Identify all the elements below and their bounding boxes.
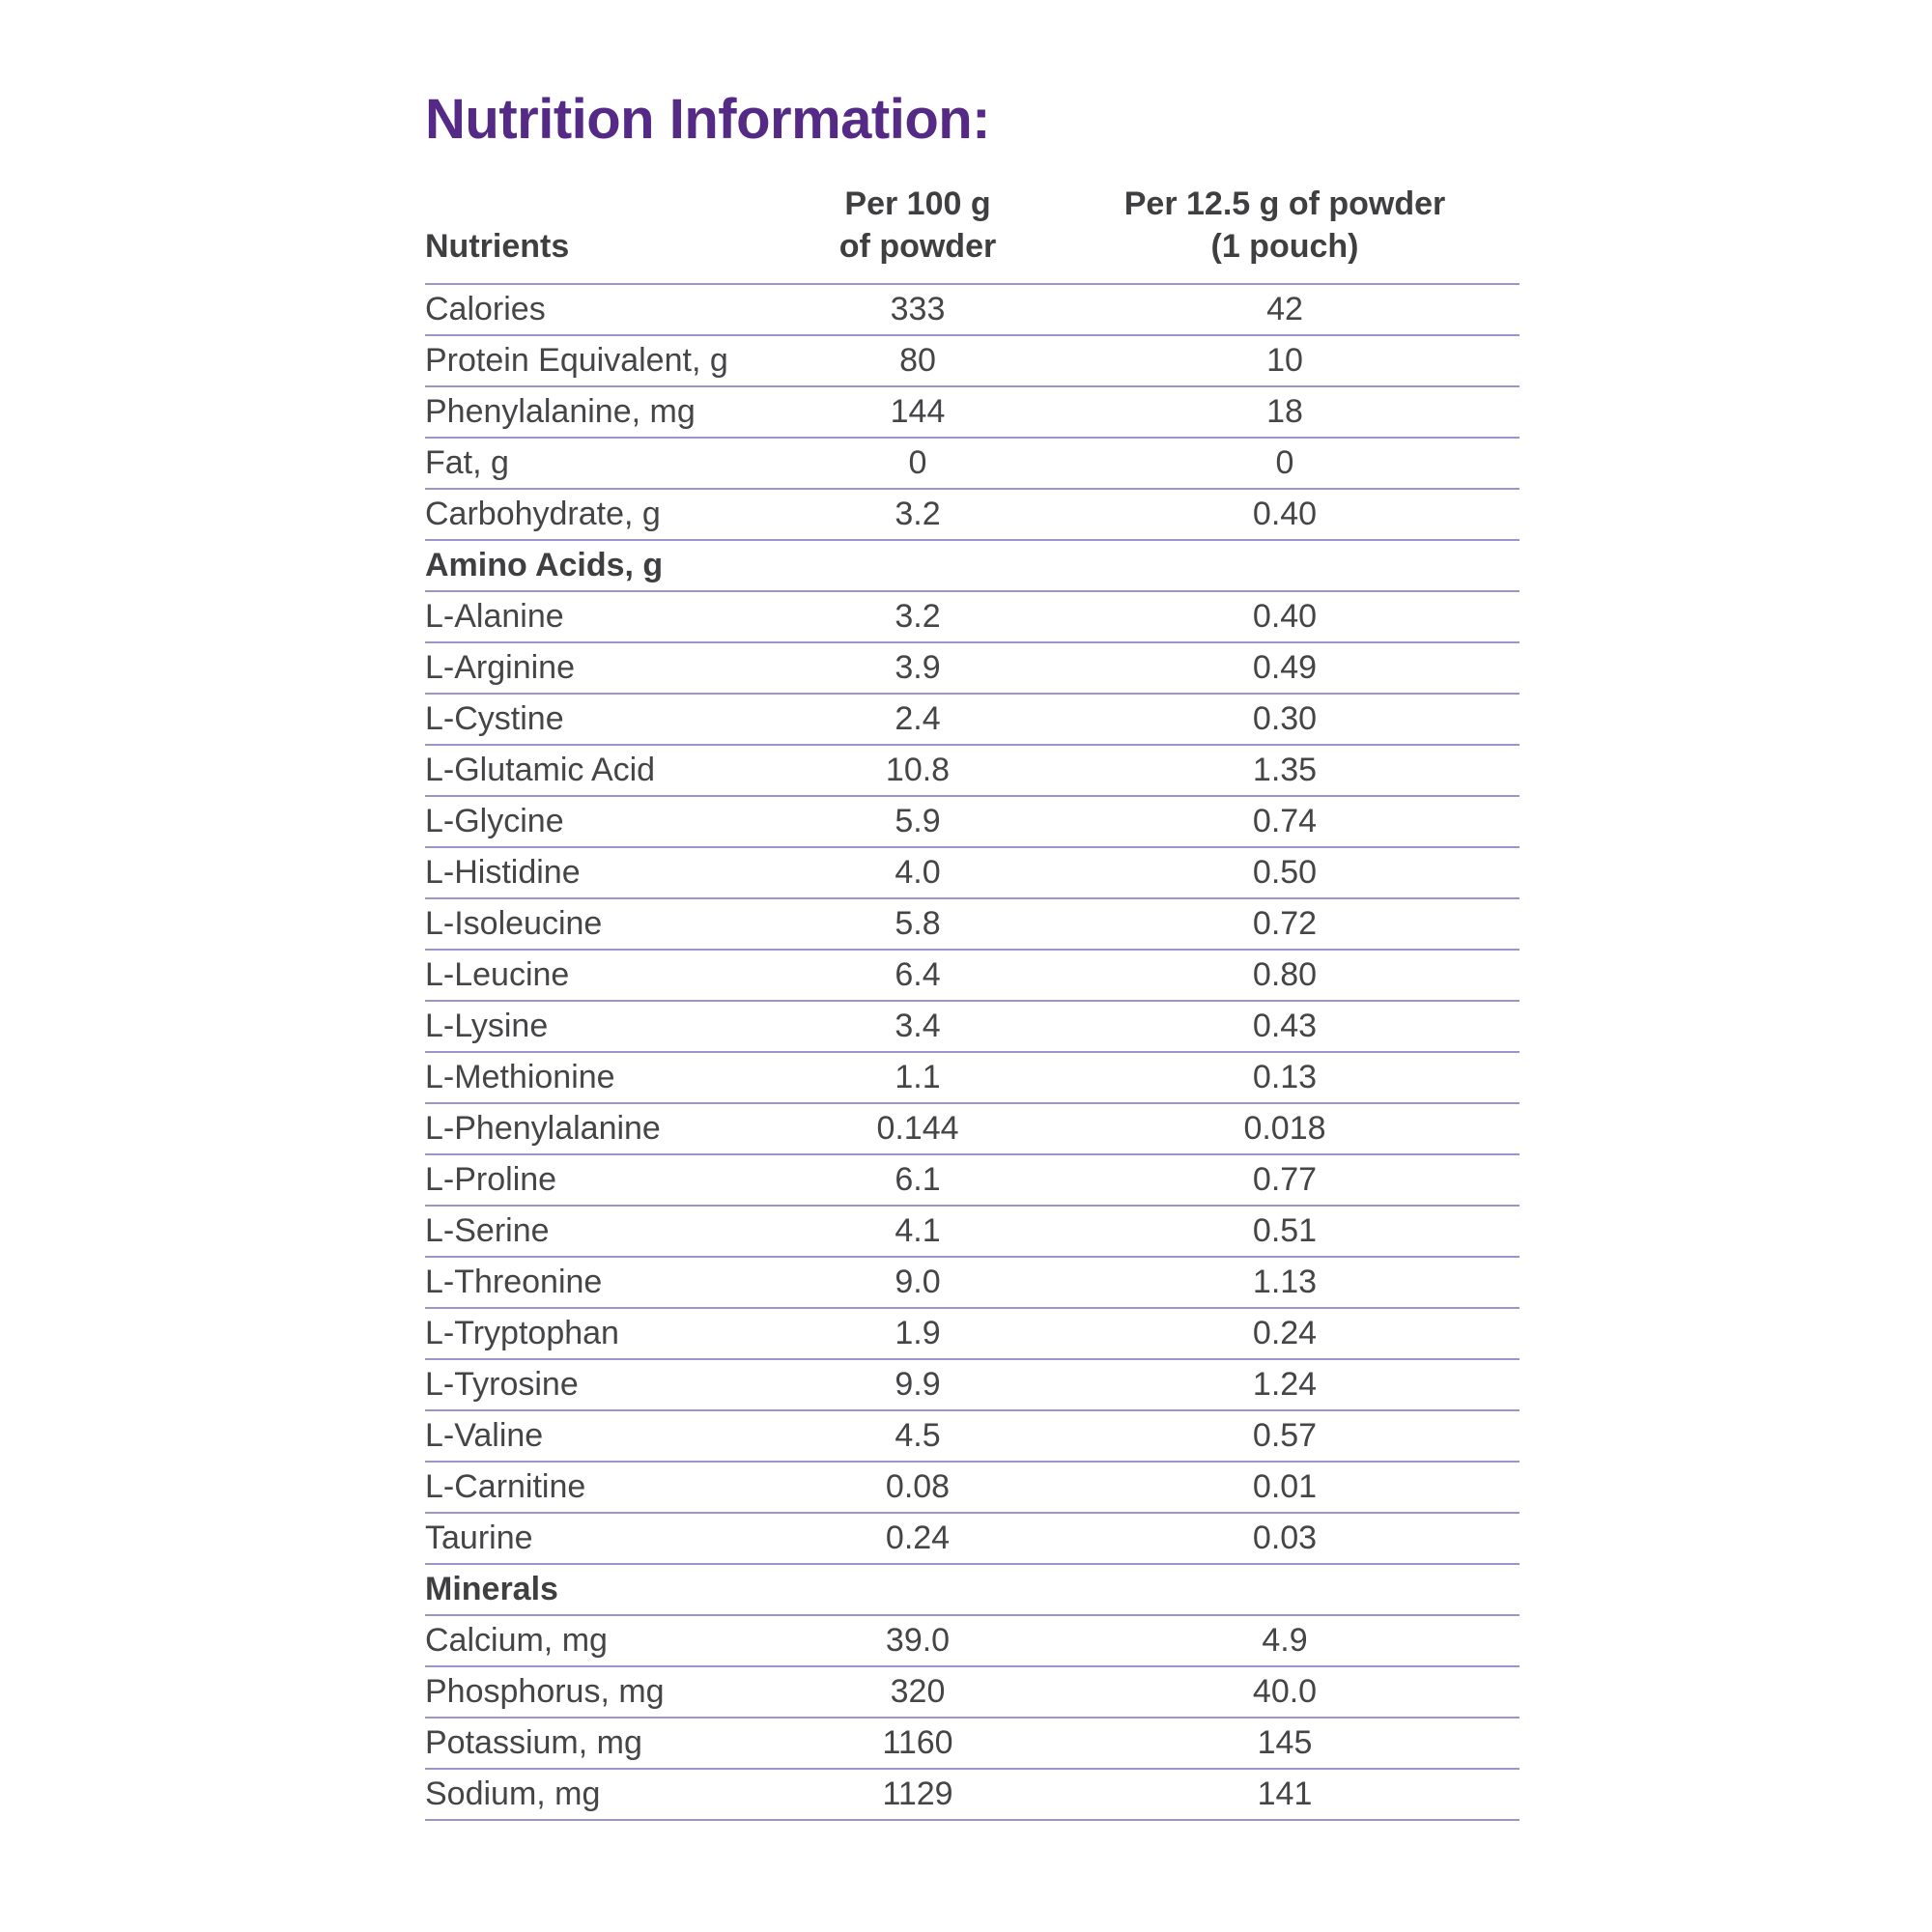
nutrient-label-cell: Carbohydrate, g [425,496,661,533]
nutrient-label-cell: Calories [425,291,546,328]
col-header-per-pouch [1101,183,1520,284]
content-area [425,88,1520,1821]
nutrient-label-cell: L-Phenylalanine [425,1110,661,1148]
table-row [425,1513,1520,1564]
per-100g-value-cell: 4.5 [895,1417,941,1455]
col-header-per-100g [734,183,1101,284]
per-100g-value-cell: 1.1 [895,1059,941,1096]
per-100g-value-cell: 4.0 [895,854,941,892]
col-header-per-pouch-line1: Per 12.5 g of powder [1123,185,1446,222]
per-100g-value-cell: 1160 [882,1724,953,1762]
per-100g-value-cell: 6.1 [895,1161,941,1199]
per-pouch-value-cell: 0.018 [1243,1110,1326,1148]
per-100g-value-cell: 0.24 [885,1520,951,1557]
col-header-per-100g-line1: Per 100 g [844,185,991,222]
per-100g-value-cell: 2.4 [895,700,941,738]
per-pouch-value-cell: 0.43 [1252,1008,1318,1045]
per-100g-value-cell: 320 [890,1673,946,1711]
per-100g-value-cell: 3.9 [895,649,941,687]
table-row [425,1462,1520,1513]
per-pouch-value-cell: 0.57 [1252,1417,1318,1455]
section-label: Minerals [425,1571,558,1608]
table-row [425,1718,1520,1769]
page-title: Nutrition Information: [425,88,991,151]
table-row [425,284,1520,335]
section-row [425,540,1520,591]
per-100g-value-cell: 0 [908,444,927,482]
per-100g-value-cell: 80 [899,342,936,380]
per-pouch-value-cell: 0.30 [1252,700,1318,738]
per-100g-value-cell: 3.2 [895,598,941,636]
table-row [425,1615,1520,1666]
table-row [425,438,1520,489]
col-header-per-100g-line2: of powder [838,228,997,266]
table-row [425,1206,1520,1257]
per-pouch-value-cell: 0.51 [1252,1212,1318,1250]
table-row [425,898,1520,950]
nutrient-label-cell: L-Methionine [425,1059,615,1096]
nutrient-label-cell: L-Arginine [425,649,575,687]
col-header-nutrients-label: Nutrients [425,228,570,266]
nutrient-label-cell: L-Serine [425,1212,550,1250]
per-pouch-value-cell: 0.01 [1252,1468,1318,1506]
per-100g-value-cell: 5.9 [895,803,941,840]
per-100g-value-cell: 1129 [882,1776,953,1813]
per-pouch-value-cell: 1.35 [1252,752,1318,789]
nutrient-label-cell: L-Tryptophan [425,1315,619,1352]
nutrient-label-cell: L-Glutamic Acid [425,752,656,789]
nutrient-label-cell: L-Tyrosine [425,1366,579,1404]
table-row [425,1666,1520,1718]
per-pouch-value-cell: 0.77 [1252,1161,1318,1199]
per-pouch-value-cell: 145 [1257,1724,1313,1762]
table-row [425,1410,1520,1462]
col-header-nutrients [425,183,734,284]
per-100g-value-cell: 144 [890,393,946,431]
per-pouch-value-cell: 0.50 [1252,854,1318,892]
per-pouch-value-cell: 1.24 [1252,1366,1318,1404]
per-pouch-value-cell: 0.40 [1252,598,1318,636]
table-row [425,1359,1520,1410]
nutrient-label-cell: Phenylalanine, mg [425,393,696,431]
table-row [425,591,1520,642]
per-pouch-value-cell: 40.0 [1252,1673,1318,1711]
per-pouch-value-cell: 0.80 [1252,956,1318,994]
section-row [425,1564,1520,1615]
table-row [425,745,1520,796]
table-row [425,796,1520,847]
per-pouch-value-cell: 0.72 [1252,905,1318,943]
per-100g-value-cell: 1.9 [895,1315,941,1352]
per-pouch-value-cell: 42 [1266,291,1303,328]
per-100g-value-cell: 5.8 [895,905,941,943]
table-row [425,489,1520,540]
per-100g-value-cell: 9.9 [895,1366,941,1404]
table-row [425,642,1520,694]
table-row [425,335,1520,386]
nutrient-label-cell: L-Lysine [425,1008,549,1045]
table-row [425,1103,1520,1154]
header-row [425,183,1520,284]
table-row [425,1001,1520,1052]
per-pouch-value-cell: 0 [1275,444,1294,482]
per-pouch-value-cell: 18 [1266,393,1303,431]
per-pouch-value-cell: 0.74 [1252,803,1318,840]
nutrient-label-cell: L-Cystine [425,700,564,738]
nutrient-label-cell: L-Histidine [425,854,581,892]
nutrient-label-cell: Sodium, mg [425,1776,601,1813]
table-row [425,950,1520,1001]
nutrient-label-cell: Calcium, mg [425,1622,608,1660]
nutrient-label-cell: Phosphorus, mg [425,1673,665,1711]
table-row [425,1154,1520,1206]
per-pouch-value-cell: 0.40 [1252,496,1318,533]
nutrient-label-cell: L-Threonine [425,1264,603,1301]
per-100g-value-cell: 6.4 [895,956,941,994]
per-100g-value-cell: 0.144 [876,1110,959,1148]
table-row [425,1769,1520,1820]
table-row [425,1308,1520,1359]
table-header [425,183,1520,284]
table-row [425,694,1520,745]
section-label: Amino Acids, g [425,547,664,584]
nutrient-label-cell: L-Glycine [425,803,564,840]
nutrient-label-cell: Fat, g [425,444,509,482]
per-100g-value-cell: 3.4 [895,1008,941,1045]
per-100g-value-cell: 10.8 [885,752,951,789]
per-100g-value-cell: 333 [890,291,946,328]
per-pouch-value-cell: 141 [1257,1776,1313,1813]
table-row [425,1052,1520,1103]
per-100g-value-cell: 4.1 [895,1212,941,1250]
per-pouch-value-cell: 0.13 [1252,1059,1318,1096]
nutrient-label-cell: L-Proline [425,1161,557,1199]
per-100g-value-cell: 39.0 [885,1622,951,1660]
col-header-per-pouch-line2: (1 pouch) [1210,228,1359,266]
nutrient-label-cell: L-Isoleucine [425,905,603,943]
per-pouch-value-cell: 0.49 [1252,649,1318,687]
nutrient-label-cell: L-Leucine [425,956,570,994]
nutrient-label-cell: Protein Equivalent, g [425,342,728,380]
per-100g-value-cell: 9.0 [895,1264,941,1301]
per-pouch-value-cell: 10 [1266,342,1303,380]
per-100g-value-cell: 3.2 [895,496,941,533]
per-100g-value-cell: 0.08 [885,1468,951,1506]
nutrient-label-cell: L-Alanine [425,598,564,636]
nutrient-label-cell: L-Carnitine [425,1468,586,1506]
table-row [425,847,1520,898]
table-body [425,284,1520,1820]
table-row [425,386,1520,438]
table-row [425,1257,1520,1308]
nutrient-label-cell: L-Valine [425,1417,544,1455]
nutrient-label-cell: Potassium, mg [425,1724,642,1762]
per-pouch-value-cell: 0.03 [1252,1520,1318,1557]
per-pouch-value-cell: 4.9 [1262,1622,1308,1660]
nutrition-table [425,183,1520,1821]
per-pouch-value-cell: 1.13 [1252,1264,1318,1301]
per-pouch-value-cell: 0.24 [1252,1315,1318,1352]
nutrient-label-cell: Taurine [425,1520,533,1557]
